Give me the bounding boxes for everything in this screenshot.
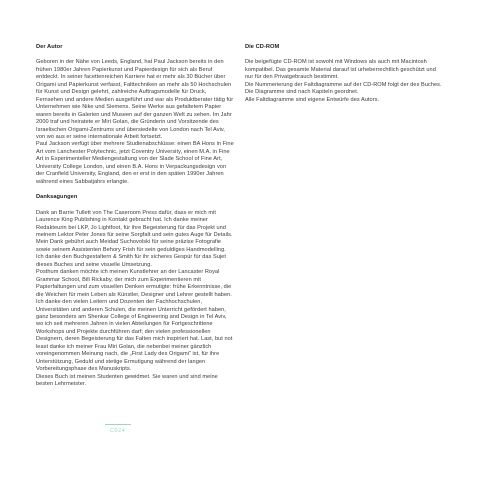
thanks-paragraph: Dieses Buch ist meinen Studenten gewidmet. Sie waren und sind meine besten Lehrmeister. xyxy=(36,373,218,388)
thanks-paragraph: Dank an Barrie Tullett von The Caseroom Press dafür, dass er mich mit Laurence King Publishing in Kontakt gebracht hat. Ich danke meiner Redakteurin bei LKP, Jo Lightfoot, für ihre Begeisterung für das Projekt und meinem Lektor Peter Jones für seine Sorgfalt und sein gutes Auge für Details. Mein Dank gebührt auch Meidad Suchovolski für seine präzise Fotografie sowie seinem Assistenten Behory Frish für sein geduldiges Handmodelling. Ich danke den Buchgestaltern & Smith für ihr sicheres Gespür für das Sujet dieses Buches und seine visuelle Umsetzung. xyxy=(36,209,233,268)
section-gap xyxy=(36,186,234,194)
cdrom-paragraph: Die beigefügte CD-ROM ist sowohl mit Windows als auch mit Macintosh kompatibel. Das gesamte Material darauf ist urheberrechtlich geschützt und nur für den Privatgebrauch bestimmt. xyxy=(245,59,436,81)
cdrom-paragraph: Alle Faltdiagramme sind eigene Entwürfe des Autors. xyxy=(245,96,380,103)
author-heading: Der Autor xyxy=(36,44,63,50)
left-column xyxy=(36,44,234,388)
footer-rule xyxy=(105,424,131,425)
page-number: C024 xyxy=(110,428,126,434)
author-paragraph: Paul Jackson verfügt über mehrere Studienabschlüsse: einen BA Hons in Fine Art vom Lanchester Polytechnic, jetzt Coventry University, einen M.A. in Fine Art in Experimenteller Mediengestaltung von der Slade School of Fine Art, University College London, und einen B.A. Hons in Verpackungsdesign von der Cranfield University, England, den er erst in den späten 1990er Jahren während eines Sabbatjahrs erlangte. xyxy=(36,141,234,185)
cdrom-paragraph: Die Nummerierung der Faltdiagramme auf der CD-ROM folgt der des Buches. Die Diagramme sind nach Kapiteln geordnet. xyxy=(245,81,442,96)
thanks-heading: Danksagungen xyxy=(36,194,78,201)
thanks-paragraph: Posthum danken möchte ich meinen Kunstlehrer an der Lancaster Royal Grammar School, Bill Rickaby, der mich zum Experimentieren mit Papierfaltungen und zum visuellen Denken ermutigte: frühe Erkenntnisse, die die Weichen für mein Leben als Künstler, Designer und Lehrer gestellt haben. Ich danke den vielen Leitern und Dozenten der Fachhochschulen, Universitäten und anderen Schulen, die meinen Unterricht gefördert haben, ganz besonders am Shenkar College of Engineering and Design in Tel Aviv, wo ich seit mehreren Jahren in vielen Abteilungen für Fortgeschrittene Workshops und Projekte durchführen darf; den vielen professionellen Designern, deren Begeisterung für das Falten mich inspiriert hat. Last, but not least danke ich meiner Frau Miri Golan, die nebenbei meiner gänzlich voreingenommen Meinung nach, die „First Lady des Origami“ ist, für ihre Unterstützung, Geduld und stetige Ermutigung während der langen Vorbereitungsphase des Manuskripts. xyxy=(36,269,233,373)
author-paragraph: Geboren in der Nähe von Leeds, England, hat Paul Jackson bereits in den frühen 1980er Jahren Papierkunst und Papierdesign für sich als Beruf entdeckt. In seiner facettenreichen Karriere hat er mehr als 30 Bücher über Origami und Papierkunst verfasst, Falttechniken an mehr als 50 Hochschulen für Kunst und Design gelehrt, zahlreiche Auftragsmodelle für Druck, Fernsehen und andere Medien ausgeführt und war als Produktberater tätig für Unternehmen wie Nike und Siemens. Seine Werke aus gefaltetem Papier waren bereits in Galerien und Museen auf der ganzen Welt zu sehen. Im Jahr 2000 traf und heiratete er Miri Golan, die Gründerin und Vorsitzende des Israelischen Origami-Zentrums und übersiedelte von London nach Tel Aviv, von wo aus er seine internationale Arbeit fortsetzt. xyxy=(36,59,234,140)
right-column xyxy=(245,44,442,104)
cdrom-heading: Die CD-ROM xyxy=(245,44,280,50)
